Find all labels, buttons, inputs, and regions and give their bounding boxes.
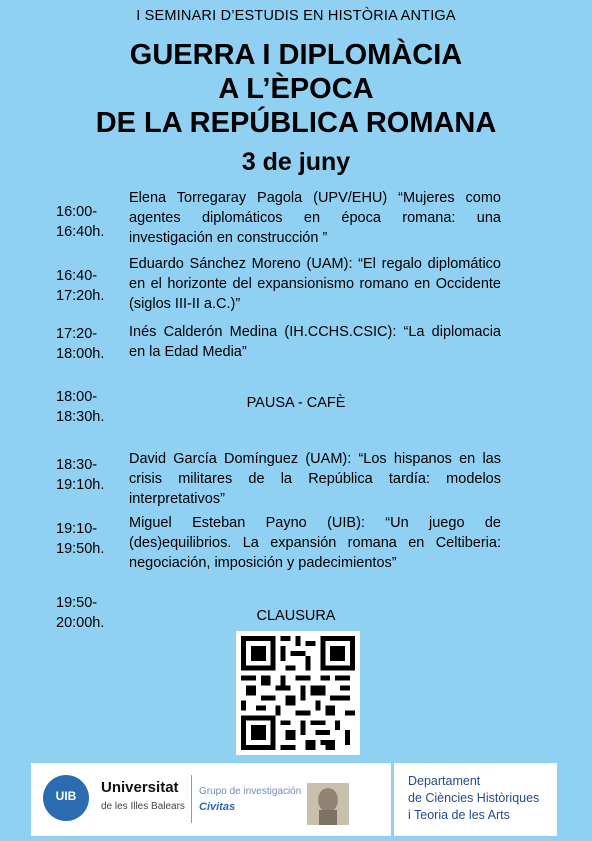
department-name: Departament de Ciències Històriques i Teoria de les Arts	[408, 774, 540, 822]
talk-6: Miguel Esteban Payno (UIB): “Un juego de (des)equilibrios. La expansión romana en Celtiberia: negociación, imposición y padecimientos”	[129, 515, 501, 571]
time-slot-7: 19:50- 20:00h.	[56, 595, 105, 631]
time-slot-5: 18:30- 19:10h.	[56, 457, 105, 493]
title-line-2: A L’ÈPOCA	[218, 73, 374, 105]
uib-shield-icon: UIB	[43, 775, 89, 821]
department-box	[394, 763, 557, 836]
uib-logo-box	[31, 763, 391, 836]
talk-5: David García Domínguez (UAM): “Los hispanos en las crisis militares de la República tardía: modelos interpretativos”	[129, 451, 501, 507]
seminar-heading: I SEMINARI D’ESTUDIS EN HISTÒRIA ANTIGA	[136, 8, 456, 24]
time-slot-4: 18:00- 18:30h.	[56, 389, 105, 425]
time-slot-1: 16:00- 16:40h.	[56, 204, 105, 240]
time-slot-3: 17:20- 18:00h.	[56, 326, 105, 362]
talk-2: Eduardo Sánchez Moreno (UAM): “El regalo diplomático en el horizonte del expansionismo romano en Occidente (siglos III-II a.C.)”	[129, 256, 501, 312]
university-subtitle: de les Illes Balears	[101, 801, 185, 812]
research-group-label: Grupo de investigación	[199, 786, 302, 797]
talk-3: Inés Calderón Medina (IH.CCHS.CSIC): “La diplomacia en la Edad Media”	[129, 324, 501, 360]
research-group-name: Civitas	[199, 801, 236, 813]
qr-code[interactable]	[236, 631, 360, 755]
time-slot-6: 19:10- 19:50h.	[56, 521, 105, 557]
pause-label: PAUSA - CAFÈ	[246, 395, 346, 411]
university-name: Universitat	[101, 779, 179, 796]
logo-divider	[191, 775, 192, 823]
closing-label: CLAUSURA	[256, 608, 336, 624]
title-line-3: DE LA REPÚBLICA ROMANA	[95, 107, 497, 139]
title-line-1: GUERRA I DIPLOMÀCIA	[129, 39, 463, 71]
event-date: 3 de juny	[241, 148, 351, 176]
time-slot-2: 16:40- 17:20h.	[56, 268, 105, 304]
roman-bust-icon	[307, 783, 349, 825]
page-title	[0, 38, 592, 140]
talk-1: Elena Torregaray Pagola (UPV/EHU) “Mujeres como agentes diplomáticos en época romana: una investigación en construcción ”	[129, 190, 501, 246]
